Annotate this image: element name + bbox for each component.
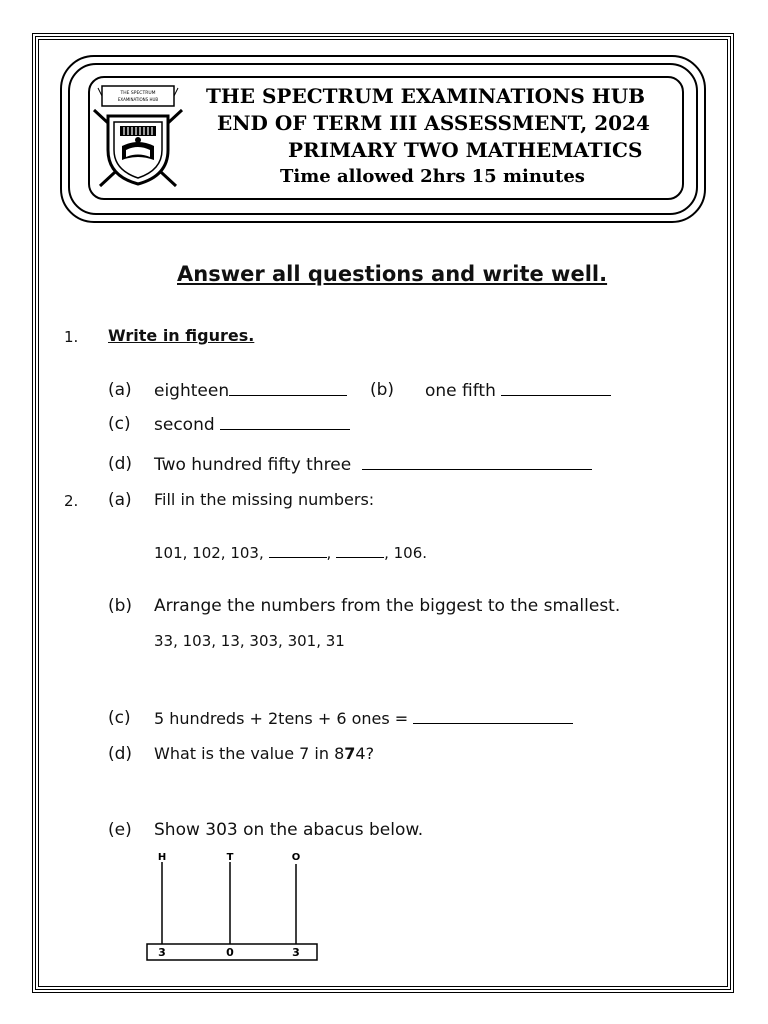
abacus-rod-label-t: T [226, 852, 234, 863]
q2d-item: What is the value 7 in 874? [154, 744, 375, 763]
q2-number: 2. [64, 492, 79, 510]
svg-text:EXAMINATIONS HUB: EXAMINATIONS HUB [117, 97, 159, 102]
abacus-digit-tens: 0 [226, 946, 234, 959]
q2c-answer-blank[interactable] [413, 708, 573, 724]
q1c-answer-blank[interactable] [220, 414, 350, 430]
q2b-numbers: 33, 103, 13, 303, 301, 31 [154, 632, 345, 650]
instruction-title: Answer all questions and write well. [177, 262, 608, 286]
q2e-label: (e) [108, 820, 132, 840]
q1b-answer-blank[interactable] [501, 380, 611, 396]
abacus[interactable] [140, 848, 330, 968]
q2e-text: Show 303 on the abacus below. [154, 820, 424, 840]
abacus-digit-ones: 3 [292, 946, 300, 959]
abacus-rod-label-o: O [291, 852, 301, 863]
q1a-item: eighteen [154, 380, 347, 401]
header-line-1: THE SPECTRUM EXAMINATIONS HUB [206, 84, 646, 108]
header-line-3: PRIMARY TWO MATHEMATICS [288, 138, 643, 162]
q1-number: 1. [64, 328, 79, 346]
q2d-label: (d) [108, 744, 133, 764]
q1d-label: (d) [108, 454, 133, 474]
q2b-text: Arrange the numbers from the biggest to the smallest. [154, 596, 621, 616]
header-line-2: END OF TERM III ASSESSMENT, 2024 [217, 111, 650, 135]
q2c-item: 5 hundreds + 2tens + 6 ones = [154, 708, 573, 728]
q1d-answer-blank[interactable] [362, 454, 592, 470]
q1b-label: (b) [370, 380, 395, 400]
q2a-label: (a) [108, 490, 132, 510]
abacus-rod-label-h: H [157, 852, 167, 863]
q1d-item: Two hundred fifty three [154, 454, 592, 475]
abacus-digit-hundreds: 3 [158, 946, 166, 959]
school-crest-icon [88, 80, 188, 192]
header-line-4: Time allowed 2hrs 15 minutes [280, 166, 585, 187]
q2a-blank-1[interactable] [269, 542, 327, 558]
q1a-label: (a) [108, 380, 132, 400]
q1c-item: second [154, 414, 350, 435]
q1-heading: Write in figures. [108, 326, 255, 345]
q2a-sequence: 101, 102, 103, , , 106. [154, 544, 428, 562]
q1a-answer-blank[interactable] [229, 380, 347, 396]
q1b-item: one fifth [425, 380, 611, 401]
svg-text:THE SPECTRUM: THE SPECTRUM [120, 91, 156, 96]
q2a-text: Fill in the missing numbers: [154, 490, 375, 509]
q2c-label: (c) [108, 708, 131, 728]
q2a-blank-2[interactable] [336, 542, 384, 558]
q1c-label: (c) [108, 414, 131, 434]
q2b-label: (b) [108, 596, 133, 616]
